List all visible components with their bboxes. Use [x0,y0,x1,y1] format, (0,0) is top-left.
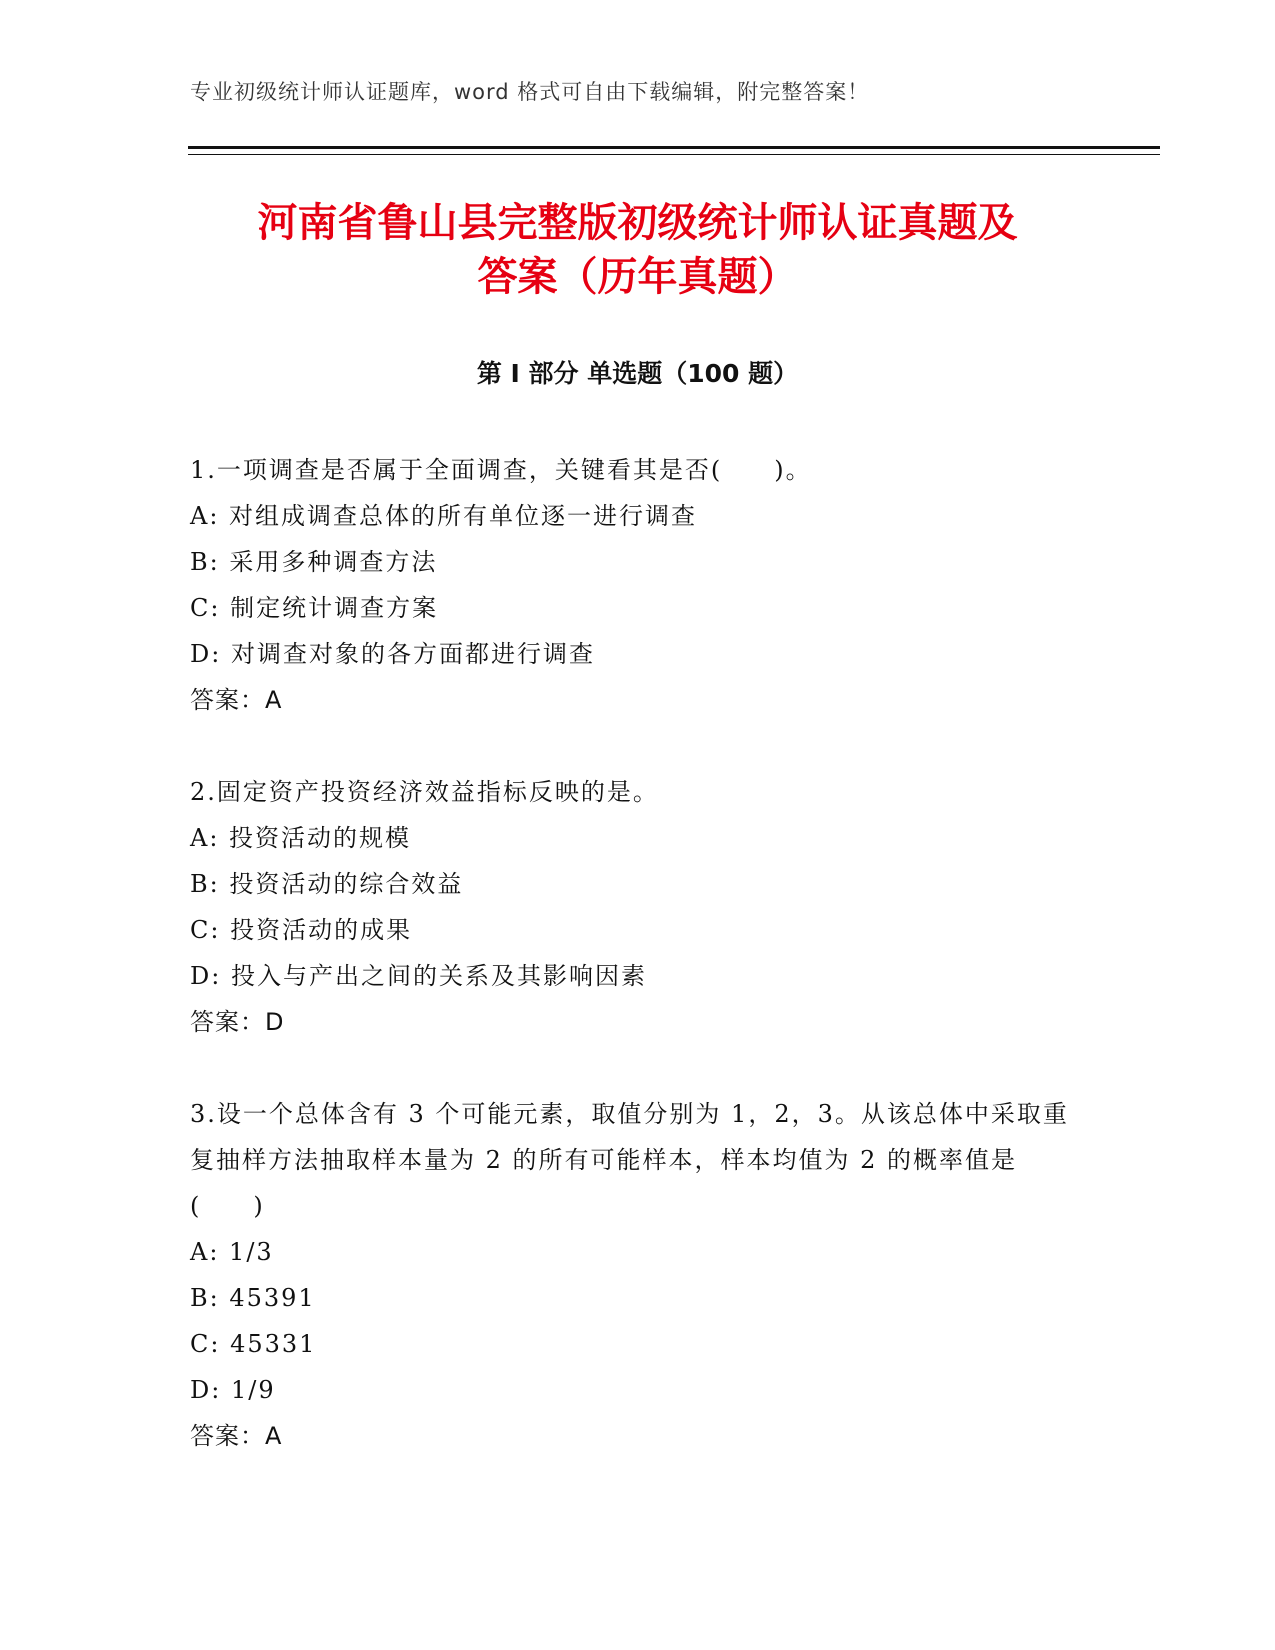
option-b: B: 采用多种调查方法 [190,548,438,576]
option-d: D: 对调查对象的各方面都进行调查 [190,640,595,668]
document-title-line-2: 答案（历年真题） [477,254,798,300]
header-note: 专业初级统计师认证题库，word 格式可自由下载编辑，附完整答案！ [190,80,870,104]
option-a: A: 1/3 [190,1238,274,1266]
document-title-line-1: 河南省鲁山县完整版初级统计师认证真题及 [257,200,1018,246]
question-stem: 2.固定资产投资经济效益指标反映的是。 [190,778,659,806]
header-rule-thin [188,154,1160,155]
option-a: A: 投资活动的规模 [190,824,412,852]
header-rule-thick [188,146,1160,149]
answer: 答案：D [190,1008,285,1036]
option-d: D: 投入与产出之间的关系及其影响因素 [190,962,647,990]
option-d: D: 1/9 [190,1376,276,1404]
section-title: 第 I 部分 单选题（100 题） [476,359,799,388]
question-2 [190,769,1090,1045]
option-b: B: 45391 [190,1284,316,1312]
question-1 [190,447,1090,723]
option-c: C: 制定统计调查方案 [190,594,439,622]
document-title [150,196,1125,304]
question-stem: 1.一项调查是否属于全面调查，关键看其是否( )。 [190,456,812,484]
answer: 答案：A [190,686,283,714]
option-b: B: 投资活动的综合效益 [190,870,464,898]
option-c: C: 投资活动的成果 [190,916,413,944]
option-a: A: 对组成调查总体的所有单位逐一进行调查 [190,502,698,530]
question-stem: 3.设一个总体含有 3 个可能元素，取值分别为 1，2，3。从该总体中采取重复抽样方法抽取样本量为 2 的所有可能样本，样本均值为 2 的概率值是( ) [190,1100,1069,1220]
answer: 答案：A [190,1422,283,1450]
question-list [190,447,1090,1505]
option-c: C: 45331 [190,1330,317,1358]
question-3 [190,1091,1090,1459]
